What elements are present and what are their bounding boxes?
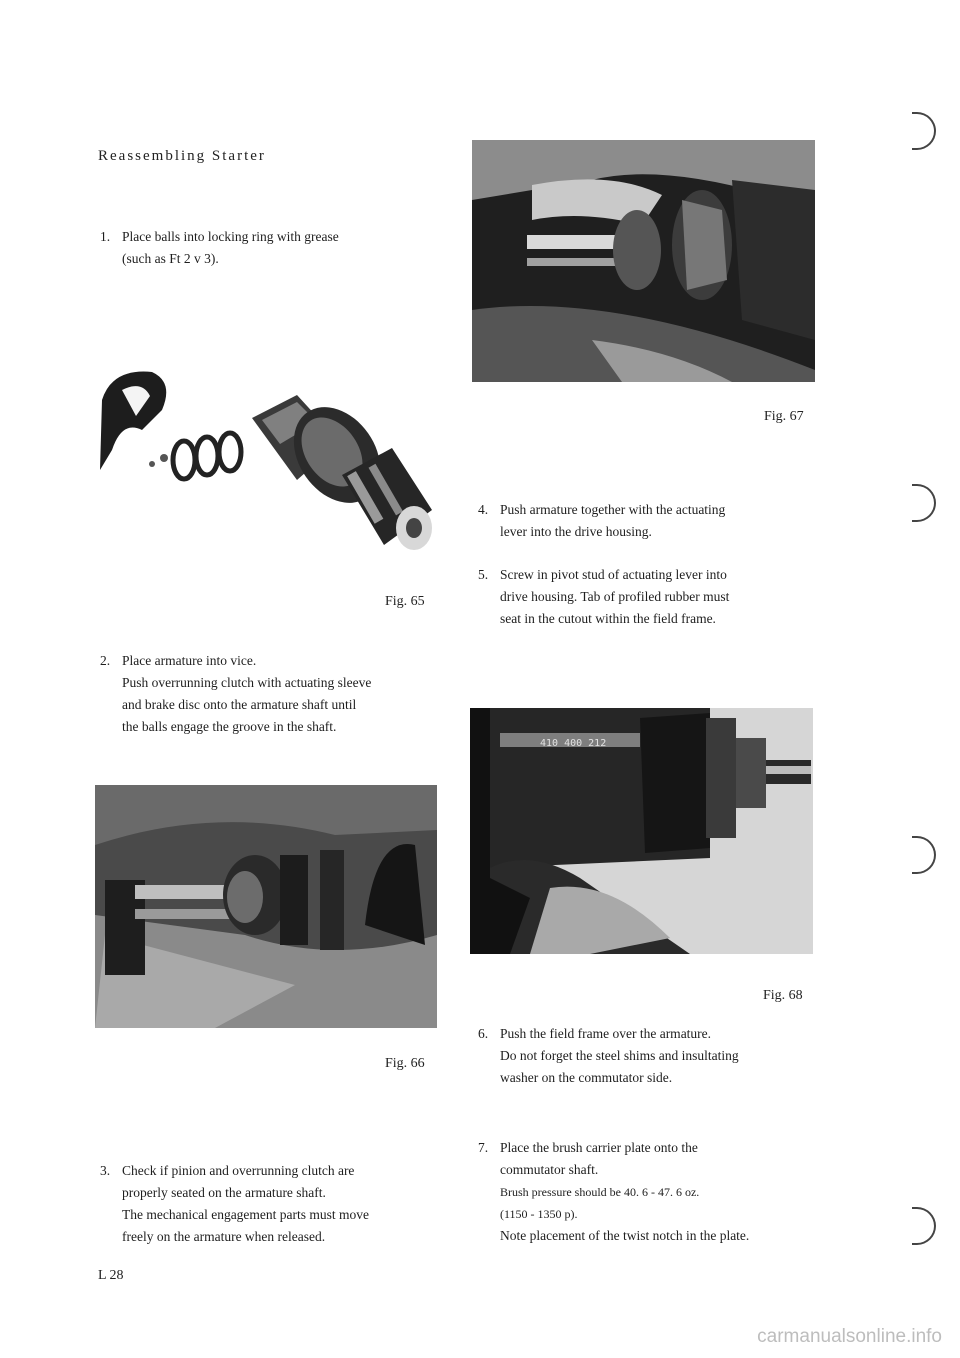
step-line: the balls engage the groove in the shaft.: [122, 719, 337, 734]
step-4: [478, 499, 818, 543]
step-6: [478, 1023, 823, 1089]
watermark: carmanualsonline.info: [757, 1326, 942, 1347]
fig-65-image: [92, 360, 438, 580]
step-number: 3.: [100, 1163, 111, 1178]
fig-66-image: [95, 785, 437, 1028]
step-line: The mechanical engagement parts must move: [122, 1207, 370, 1222]
fig-66-caption: Fig. 66: [385, 1056, 425, 1071]
step-line: Note placement of the twist notch in the plate.: [500, 1228, 750, 1243]
step-line: Place the brush carrier plate onto the: [500, 1140, 698, 1155]
step-line: Place balls into locking ring with grease: [122, 229, 339, 244]
page-heading: Reassembling Starter: [98, 148, 266, 164]
step-line: Push the field frame over the armature.: [500, 1026, 712, 1041]
step-line: washer on the commutator side.: [500, 1070, 673, 1085]
step-line: (1150 - 1350 p).: [500, 1207, 578, 1221]
step-line: Push overrunning clutch with actuating sleeve: [122, 675, 372, 690]
fig-65-caption: Fig. 65: [385, 594, 425, 609]
step-line: Push armature together with the actuating: [500, 502, 726, 517]
fig-68-stamp-text: 410 400 212: [540, 738, 607, 749]
fig-67-caption: Fig. 67: [764, 409, 804, 424]
fig-67-image: [472, 140, 815, 382]
step-line: Screw in pivot stud of actuating lever into: [500, 567, 727, 582]
binder-hole-icon: [912, 484, 936, 522]
step-line: seat in the cutout within the field frame.: [500, 611, 716, 626]
step-line: and brake disc onto the armature shaft until: [122, 697, 357, 712]
binder-hole-icon: [912, 836, 936, 874]
step-number: 7.: [478, 1140, 489, 1155]
fig-68-caption: Fig. 68: [763, 988, 803, 1003]
step-5: [478, 564, 818, 630]
step-line: drive housing. Tab of profiled rubber must: [500, 589, 730, 604]
step-number: 4.: [478, 502, 489, 517]
step-1: [100, 226, 430, 270]
binder-hole-icon: [912, 112, 936, 150]
step-line: Brush pressure should be 40. 6 - 47. 6 oz.: [500, 1185, 700, 1199]
step-number: 5.: [478, 567, 489, 582]
step-number: 1.: [100, 229, 111, 244]
page-number: L 28: [98, 1268, 124, 1283]
step-line: Check if pinion and overrunning clutch are: [122, 1163, 355, 1178]
step-line: properly seated on the armature shaft.: [122, 1185, 326, 1200]
step-number: 2.: [100, 653, 111, 668]
step-line: freely on the armature when released.: [122, 1229, 326, 1244]
step-line: Place armature into vice.: [122, 653, 257, 668]
step-3: [100, 1160, 440, 1248]
step-2: [100, 650, 440, 738]
step-7: [478, 1137, 823, 1247]
step-line: lever into the drive housing.: [500, 524, 652, 539]
step-number: 6.: [478, 1026, 489, 1041]
binder-hole-icon: [912, 1207, 936, 1245]
step-line: commutator shaft.: [500, 1162, 599, 1177]
step-line: Do not forget the steel shims and insultating: [500, 1048, 739, 1063]
fig-68-image: [470, 708, 813, 954]
step-line: (such as Ft 2 v 3).: [122, 251, 219, 266]
